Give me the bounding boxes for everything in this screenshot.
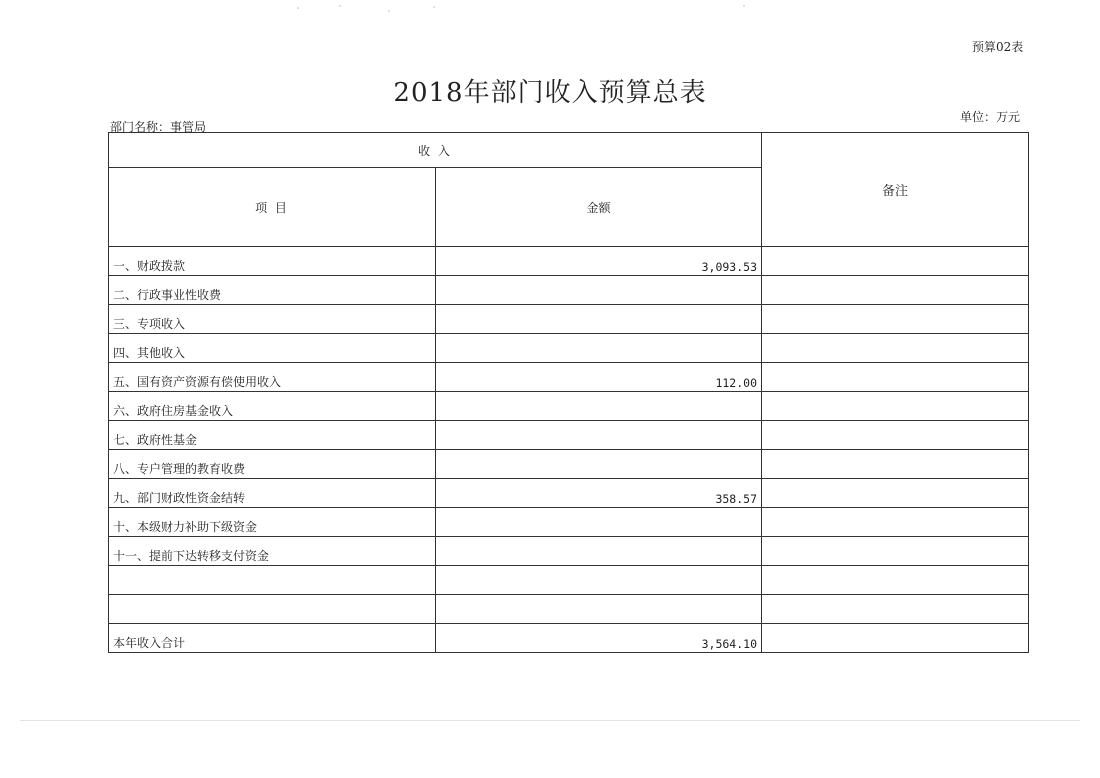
remark-cell (762, 566, 1029, 595)
amount-cell (436, 421, 762, 450)
amount-cell (436, 392, 762, 421)
remark-cell (762, 508, 1029, 537)
table-row (109, 305, 1029, 334)
unit-label: 单位：万元 (960, 110, 1021, 124)
table-row (109, 363, 1029, 392)
amount-header: 金额 (436, 168, 762, 247)
remark-cell (762, 305, 1029, 334)
item-cell: 四、其他收入 (109, 334, 436, 363)
remark-cell (762, 595, 1029, 624)
amount-cell (436, 450, 762, 479)
total-amount: 3,564.10 (436, 624, 762, 653)
table-row (109, 392, 1029, 421)
item-cell: 一、财政拨款 (109, 247, 436, 276)
table-row (109, 537, 1029, 566)
item-cell (109, 566, 436, 595)
table-row (109, 334, 1029, 363)
amount-cell: 3,093.53 (436, 247, 762, 276)
table-row (109, 566, 1029, 595)
item-header: 项 目 (109, 168, 436, 247)
amount-cell: 112.00 (436, 363, 762, 392)
department-name: 部门名称：事管局 (110, 120, 207, 134)
amount-cell (436, 305, 762, 334)
remark-cell (762, 247, 1029, 276)
remark-cell (762, 334, 1029, 363)
remark-cell (762, 479, 1029, 508)
scan-edge-line (20, 720, 1080, 721)
item-cell: 八、专户管理的教育收费 (109, 450, 436, 479)
total-label: 本年收入合计 (109, 624, 436, 653)
item-cell: 十一、提前下达转移支付资金 (109, 537, 436, 566)
item-cell: 六、政府住房基金收入 (109, 392, 436, 421)
remark-cell (762, 537, 1029, 566)
amount-cell (436, 566, 762, 595)
item-cell: 二、行政事业性收费 (109, 276, 436, 305)
table-row (109, 479, 1029, 508)
item-cell: 九、部门财政性资金结转 (109, 479, 436, 508)
remark-header: 备注 (762, 133, 1029, 247)
table-row (109, 247, 1029, 276)
table-row (109, 450, 1029, 479)
amount-cell (436, 334, 762, 363)
income-budget-table (108, 132, 1029, 653)
remark-cell (762, 363, 1029, 392)
total-row (109, 624, 1029, 653)
item-cell: 十、本级财力补助下级资金 (109, 508, 436, 537)
table-row (109, 276, 1029, 305)
income-header: 收 入 (109, 133, 762, 168)
remark-cell (762, 421, 1029, 450)
item-cell: 七、政府性基金 (109, 421, 436, 450)
form-code: 预算02表 (972, 40, 1024, 54)
item-cell: 五、国有资产资源有偿使用收入 (109, 363, 436, 392)
remark-cell (762, 276, 1029, 305)
amount-cell (436, 276, 762, 305)
table-row (109, 595, 1029, 624)
amount-cell (436, 595, 762, 624)
amount-cell (436, 508, 762, 537)
amount-cell: 358.57 (436, 479, 762, 508)
remark-cell (762, 624, 1029, 653)
remark-cell (762, 450, 1029, 479)
remark-cell (762, 392, 1029, 421)
table-row (109, 421, 1029, 450)
item-cell: 三、专项收入 (109, 305, 436, 334)
table-row (109, 508, 1029, 537)
page-title: 2018年部门收入预算总表 (393, 78, 707, 108)
scan-noise (0, 0, 1100, 20)
item-cell (109, 595, 436, 624)
amount-cell (436, 537, 762, 566)
